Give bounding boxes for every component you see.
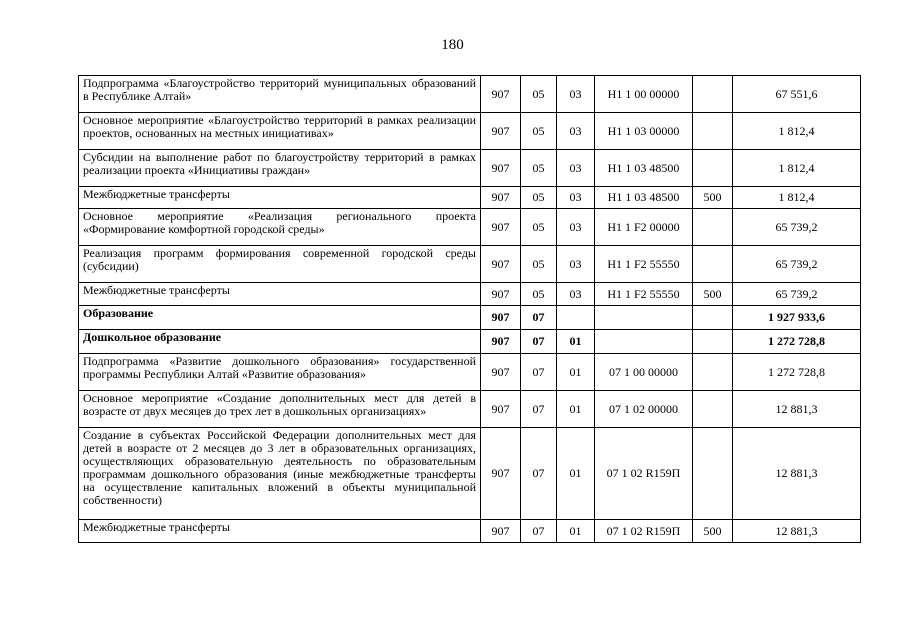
- subsection-code-cell: 03: [557, 209, 595, 246]
- table-row: [79, 283, 861, 306]
- row-name-cell: Создание в субъектах Российской Федерации дополнительных мест для детей в возрасте от 2 месяцев до 3 лет в образовательных организациях, осуществляющих образовательную деятельность по образовательным программам дошкольного образования (иные межбюджетные трансферты на осуществление капитальных вложений в объекты муниципальной собственности): [79, 428, 481, 520]
- subsection-code-cell: 03: [557, 283, 595, 306]
- amount-cell: 1 927 933,6: [733, 306, 861, 330]
- row-name-cell: Дошкольное образование: [79, 330, 481, 354]
- amount-cell: 12 881,3: [733, 428, 861, 520]
- table-row: [79, 428, 861, 520]
- amount-cell: 12 881,3: [733, 391, 861, 428]
- section-code-cell: 07: [521, 306, 557, 330]
- section-code-cell: 07: [521, 428, 557, 520]
- grbs-code-cell: 907: [481, 113, 521, 150]
- row-name-cell: Субсидии на выполнение работ по благоустройству территорий в рамках реализации проекта «Инициативы граждан»: [79, 150, 481, 187]
- target-item-code-cell: Н1 1 03 00000: [595, 113, 693, 150]
- target-item-code-cell: Н1 1 F2 00000: [595, 209, 693, 246]
- target-item-code-cell: Н1 1 00 00000: [595, 76, 693, 113]
- expense-type-code-cell: 500: [693, 283, 733, 306]
- grbs-code-cell: 907: [481, 283, 521, 306]
- expense-type-code-cell: [693, 113, 733, 150]
- section-code-cell: 05: [521, 209, 557, 246]
- table-row: [79, 354, 861, 391]
- expense-type-code-cell: [693, 150, 733, 187]
- section-code-cell: 07: [521, 391, 557, 428]
- row-name-cell: Основное мероприятие «Благоустройство территорий в рамках реализации проектов, основанных на местных инициативах»: [79, 113, 481, 150]
- grbs-code-cell: 907: [481, 76, 521, 113]
- subsection-code-cell: 03: [557, 76, 595, 113]
- row-name-cell: Реализация программ формирования современной городской среды (субсидии): [79, 246, 481, 283]
- row-name-cell: Межбюджетные трансферты: [79, 520, 481, 543]
- target-item-code-cell: [595, 306, 693, 330]
- section-code-cell: 07: [521, 354, 557, 391]
- expense-type-code-cell: [693, 209, 733, 246]
- grbs-code-cell: 907: [481, 428, 521, 520]
- page-number: 180: [441, 37, 464, 53]
- table-body: [79, 76, 861, 543]
- row-name-cell: Подпрограмма «Развитие дошкольного образования» государственной программы Республики Алтай «Развитие образования»: [79, 354, 481, 391]
- target-item-code-cell: Н1 1 03 48500: [595, 187, 693, 209]
- table-row: [79, 150, 861, 187]
- amount-cell: 65 739,2: [733, 283, 861, 306]
- row-name-cell: Межбюджетные трансферты: [79, 283, 481, 306]
- expense-type-code-cell: [693, 246, 733, 283]
- subsection-code-cell: 01: [557, 428, 595, 520]
- subsection-code-cell: 01: [557, 354, 595, 391]
- section-code-cell: 05: [521, 76, 557, 113]
- row-name-cell: Основное мероприятие «Создание дополнительных мест для детей в возрасте от двух месяцев до трех лет в дошкольных организациях»: [79, 391, 481, 428]
- section-code-cell: 05: [521, 187, 557, 209]
- expense-type-code-cell: [693, 306, 733, 330]
- section-code-cell: 07: [521, 520, 557, 543]
- subsection-code-cell: 01: [557, 391, 595, 428]
- section-code-cell: 05: [521, 113, 557, 150]
- table-row: [79, 209, 861, 246]
- table-row: [79, 391, 861, 428]
- grbs-code-cell: 907: [481, 209, 521, 246]
- grbs-code-cell: 907: [481, 330, 521, 354]
- amount-cell: 1 272 728,8: [733, 330, 861, 354]
- target-item-code-cell: 07 1 02 R159П: [595, 520, 693, 543]
- subsection-code-cell: [557, 306, 595, 330]
- amount-cell: 65 739,2: [733, 209, 861, 246]
- target-item-code-cell: 07 1 02 R159П: [595, 428, 693, 520]
- amount-cell: 65 739,2: [733, 246, 861, 283]
- subsection-code-cell: 03: [557, 246, 595, 283]
- row-name-cell: Подпрограмма «Благоустройство территорий муниципальных образований в Республике Алтай»: [79, 76, 481, 113]
- expense-type-code-cell: [693, 428, 733, 520]
- target-item-code-cell: Н1 1 F2 55550: [595, 283, 693, 306]
- target-item-code-cell: 07 1 02 00000: [595, 391, 693, 428]
- table-row: [79, 306, 861, 330]
- section-code-cell: 05: [521, 283, 557, 306]
- expense-type-code-cell: [693, 76, 733, 113]
- grbs-code-cell: 907: [481, 306, 521, 330]
- budget-table: [78, 75, 861, 543]
- amount-cell: 1 812,4: [733, 187, 861, 209]
- section-code-cell: 05: [521, 246, 557, 283]
- grbs-code-cell: 907: [481, 187, 521, 209]
- table-row: [79, 76, 861, 113]
- subsection-code-cell: 03: [557, 150, 595, 187]
- amount-cell: 1 812,4: [733, 150, 861, 187]
- amount-cell: 1 272 728,8: [733, 354, 861, 391]
- expense-type-code-cell: [693, 391, 733, 428]
- subsection-code-cell: 03: [557, 113, 595, 150]
- amount-cell: 12 881,3: [733, 520, 861, 543]
- row-name-cell: Основное мероприятие «Реализация регионального проекта «Формирование комфортной городской среды»: [79, 209, 481, 246]
- table-row: [79, 520, 861, 543]
- expense-type-code-cell: [693, 330, 733, 354]
- expense-type-code-cell: 500: [693, 520, 733, 543]
- table-row: [79, 187, 861, 209]
- row-name-cell: Межбюджетные трансферты: [79, 187, 481, 209]
- subsection-code-cell: 01: [557, 520, 595, 543]
- section-code-cell: 07: [521, 330, 557, 354]
- target-item-code-cell: Н1 1 03 48500: [595, 150, 693, 187]
- target-item-code-cell: 07 1 00 00000: [595, 354, 693, 391]
- grbs-code-cell: 907: [481, 520, 521, 543]
- grbs-code-cell: 907: [481, 150, 521, 187]
- grbs-code-cell: 907: [481, 354, 521, 391]
- amount-cell: 67 551,6: [733, 76, 861, 113]
- table-row: [79, 330, 861, 354]
- subsection-code-cell: 01: [557, 330, 595, 354]
- grbs-code-cell: 907: [481, 246, 521, 283]
- amount-cell: 1 812,4: [733, 113, 861, 150]
- target-item-code-cell: [595, 330, 693, 354]
- expense-type-code-cell: [693, 354, 733, 391]
- target-item-code-cell: Н1 1 F2 55550: [595, 246, 693, 283]
- row-name-cell: Образование: [79, 306, 481, 330]
- grbs-code-cell: 907: [481, 391, 521, 428]
- subsection-code-cell: 03: [557, 187, 595, 209]
- table-row: [79, 113, 861, 150]
- section-code-cell: 05: [521, 150, 557, 187]
- expense-type-code-cell: 500: [693, 187, 733, 209]
- table-row: [79, 246, 861, 283]
